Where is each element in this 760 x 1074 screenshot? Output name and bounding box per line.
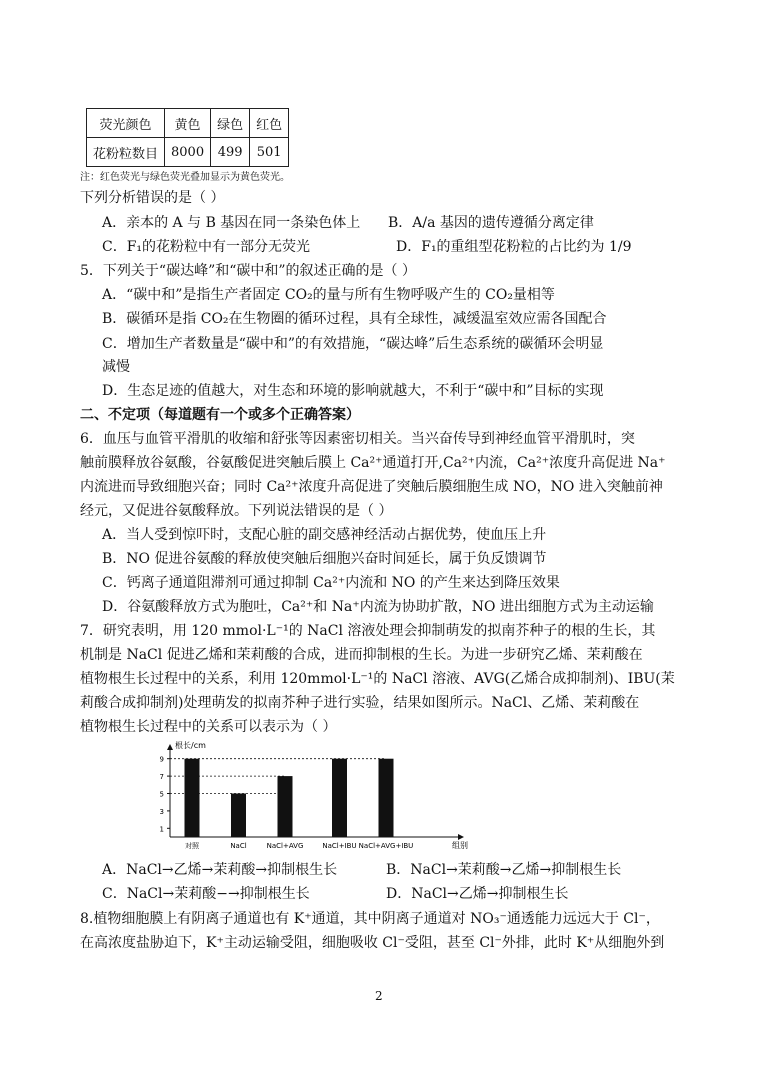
q5-option-a: A．“碳中和”是指生产者固定 CO₂的量与所有生物呼吸产生的 CO₂量相等 <box>102 287 555 303</box>
category-label: NaCl+AVG <box>266 842 304 850</box>
y-tick-label: 5 <box>159 790 164 799</box>
page-number: 2 <box>375 989 383 1003</box>
table-cell: 499 <box>211 138 250 167</box>
category-label: 对照 <box>185 842 199 850</box>
q6-option-d: D．谷氨酸释放方式为胞吐，Ca²⁺和 Na⁺内流为协助扩散，NO 进出细胞方式为主动运输 <box>102 599 654 615</box>
q5-option-c-cont: 减慢 <box>102 359 130 375</box>
q5-option-b: B．碳循环是指 CO₂在生物圈的循环过程，具有全球性，减缓温室效应需各国配合 <box>102 311 607 327</box>
table-note: 注：红色荧光与绿色荧光叠加显示为黄色荧光。 <box>80 172 290 183</box>
q4-option-c: C．F₁的花粉粒中有一部分无荧光 <box>102 239 311 255</box>
bar <box>332 759 347 837</box>
q7-option-a: A．NaCl→乙烯→茉莉酸→抑制根生长 <box>102 862 338 878</box>
q6-line-3: 内流进而导致细胞兴奋；同时 Ca²⁺浓度升高促进了突触后膜细胞生成 NO，NO 进入突触前神 <box>80 479 663 495</box>
table-cell: 8000 <box>165 138 211 167</box>
q5-option-c: C．增加生产者数量是“碳中和”的有效措施，“碳达峰”后生态系统的碳循环会明显 <box>102 336 604 352</box>
q7-option-d: D．NaCl→乙烯→抑制根生长 <box>386 886 569 902</box>
bar <box>231 794 246 838</box>
table-row <box>87 138 289 167</box>
y-tick-label: 1 <box>159 825 164 834</box>
root-length-chart <box>150 740 480 855</box>
table-cell: 绿色 <box>211 109 250 138</box>
y-tick-label: 9 <box>159 755 164 764</box>
q7-line-3: 植物根生长过程中的关系，利用 120mmol·L⁻¹的 NaCl 溶液、AVG(乙烯合成抑制剂)、IBU(茉 <box>80 671 675 687</box>
table-cell: 黄色 <box>165 109 211 138</box>
category-label: NaCl <box>230 842 247 850</box>
q7-option-c: C．NaCl→茉莉酸−→抑制根生长 <box>102 886 310 902</box>
bar <box>278 776 293 837</box>
bar <box>185 759 200 837</box>
q6-option-c: C．钙离子通道阻滞剂可通过抑制 Ca²⁺内流和 NO 的产生来达到降压效果 <box>102 575 560 591</box>
q8-line-1: 8.植物细胞膜上有阴离子通道也有 K⁺通道，其中阴离子通道对 NO₃⁻通透能力远远大于 Cl⁻， <box>80 911 660 927</box>
x-axis-label: 组别 <box>452 841 468 850</box>
q5-stem: 5．下列关于“碳达峰”和“碳中和”的叙述正确的是（ ） <box>80 263 416 279</box>
table-cell: 花粉粒数目 <box>87 138 165 167</box>
x-axis-arrow <box>458 834 464 840</box>
q6-option-a: A．当人受到惊吓时，支配心脏的副交感神经活动占据优势，使血压上升 <box>102 527 547 543</box>
table-cell: 红色 <box>250 109 289 138</box>
section-heading: 二、不定项（每道题有一个或多个正确答案） <box>80 407 360 423</box>
q7-line-2: 机制是 NaCl 促进乙烯和茉莉酸的合成，进而抑制根的生长。为进一步研究乙烯、茉莉酸在 <box>80 647 643 663</box>
q4-option-b: B．A/a 基因的遗传遵循分离定律 <box>388 215 594 231</box>
fluorescence-table <box>86 108 289 167</box>
q6-line-1: 6．血压与血管平滑肌的收缩和舒张等因素密切相关。当兴奋传导到神经血管平滑肌时，突 <box>80 431 635 447</box>
q8-line-2: 在高浓度盐胁迫下，K⁺主动运输受阻，细胞吸收 Cl⁻受阻，甚至 Cl⁻外排，此时 K⁺从细胞外到 <box>80 935 665 951</box>
q7-line-1: 7．研究表明，用 120 mmol·L⁻¹的 NaCl 溶液处理会抑制萌发的拟南芥种子的根的生长，其 <box>80 623 656 639</box>
category-label: NaCl+AVG+IBU <box>358 842 414 850</box>
y-axis-label: 根长/cm <box>175 741 206 750</box>
y-tick-label: 7 <box>159 773 164 782</box>
q4-option-a: A．亲本的 A 与 B 基因在同一条染色体上 <box>102 215 361 231</box>
y-axis-arrow <box>167 744 173 750</box>
q7-line-5: 植物根生长过程中的关系可以表示为（ ） <box>80 719 337 735</box>
q7-line-4: 莉酸合成抑制剂)处理萌发的拟南芥种子进行实验，结果如图所示。NaCl、乙烯、茉莉酸在 <box>80 695 640 711</box>
q4-option-d: D．F₁的重组型花粉粒的占比约为 1/9 <box>396 239 632 255</box>
q7-option-b: B．NaCl→茉莉酸→乙烯→抑制根生长 <box>386 862 622 878</box>
q6-option-b: B．NO 促进谷氨酸的释放使突触后细胞兴奋时间延长，属于负反馈调节 <box>102 551 547 567</box>
table-cell: 501 <box>250 138 289 167</box>
q6-line-2: 触前膜释放谷氨酸，谷氨酸促进突触后膜上 Ca²⁺通道打开,Ca²⁺内流，Ca²⁺浓度升高促进 Na⁺ <box>80 455 666 471</box>
q5-option-d: D．生态足迹的值越大，对生态和环境的影响就越大，不利于“碳中和”目标的实现 <box>102 383 604 399</box>
q4-stem: 下列分析错误的是（ ） <box>80 190 225 206</box>
table-row <box>87 109 289 138</box>
category-label: NaCl+IBU <box>322 842 357 850</box>
bar <box>379 759 394 837</box>
q6-line-4: 经元，又促进谷氨酸释放。下列说法错误的是（ ） <box>80 503 393 519</box>
table-cell: 荧光颜色 <box>87 109 165 138</box>
y-tick-label: 3 <box>159 807 164 816</box>
